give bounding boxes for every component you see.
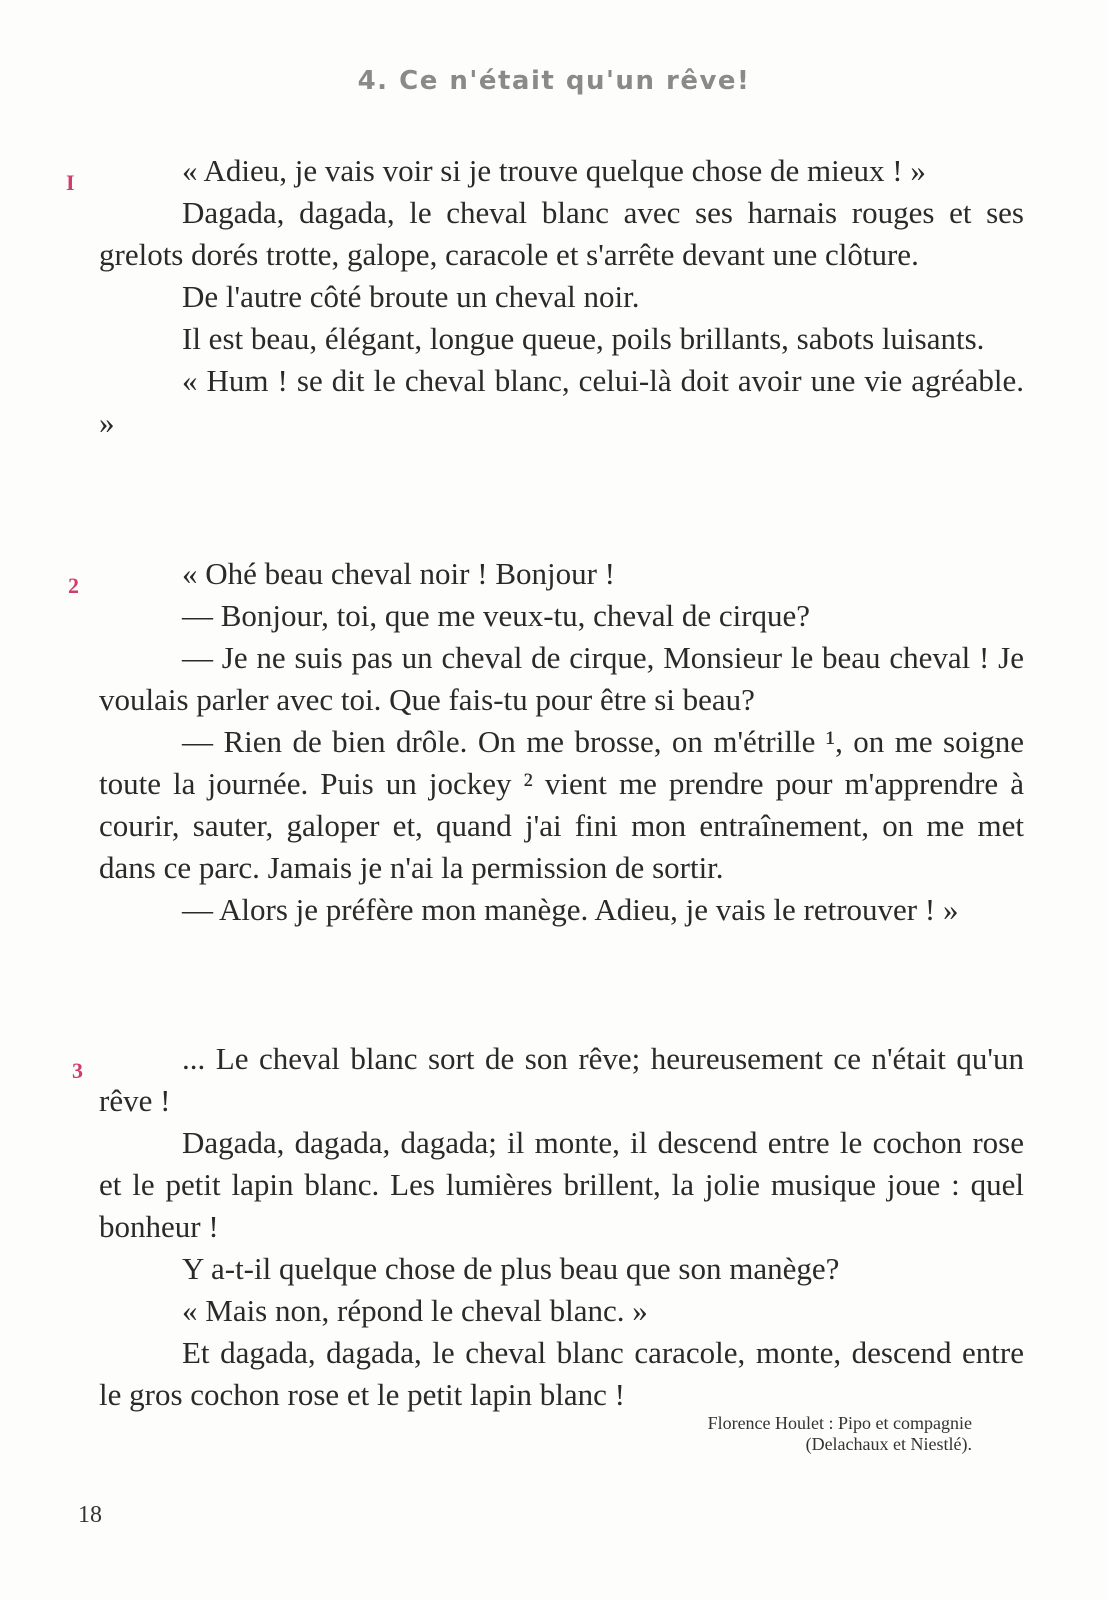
section-3-text [99, 1038, 1024, 1416]
paragraph: « Ohé beau cheval noir ! Bonjour ! [182, 556, 616, 591]
paragraph: — Rien de bien drôle. On me brosse, on m'étrille ¹, on me soigne toute la journée. Puis un jockey ² vient me prendre pour m'apprendre à courir, sauter, galoper et, quand j'ai fini mon entraînement, on me met dans ce parc. Jamais je n'ai la permission de sortir. [99, 724, 1024, 885]
paragraph: « Hum ! se dit le cheval blanc, celui-là doit avoir une vie agréable. » [99, 363, 1024, 440]
paragraph: Il est beau, élégant, longue queue, poils brillants, sabots luisants. [182, 321, 985, 356]
section-1-text [99, 150, 1024, 444]
paragraph: ... Le cheval blanc sort de son rêve; heureusement ce n'était qu'un rêve ! [99, 1041, 1024, 1118]
source-credit [708, 1413, 972, 1455]
paragraph: — Alors je préfère mon manège. Adieu, je vais le retrouver ! » [182, 892, 959, 927]
page-title: 4. Ce n'était qu'un rêve! [357, 66, 751, 96]
section-2-text [99, 553, 1024, 931]
paragraph: « Adieu, je vais voir si je trouve quelque chose de mieux ! » [182, 153, 926, 188]
paragraph: De l'autre côté broute un cheval noir. [182, 279, 640, 314]
paragraph: « Mais non, répond le cheval blanc. » [182, 1293, 648, 1328]
section-number: 2 [68, 573, 79, 598]
credit-line: (Delachaux et Niestlé). [805, 1434, 972, 1454]
page-number: 18 [78, 1502, 102, 1528]
paragraph: Dagada, dagada, dagada; il monte, il descend entre le cochon rose et le petit lapin blanc. Les lumières brillent, la jolie musique joue : quel bonheur ! [99, 1125, 1024, 1244]
section-number: 3 [72, 1058, 83, 1083]
paragraph: — Bonjour, toi, que me veux-tu, cheval de cirque? [182, 598, 811, 633]
section-number: I [66, 170, 75, 195]
paragraph: — Je ne suis pas un cheval de cirque, Monsieur le beau cheval ! Je voulais parler avec toi. Que fais-tu pour être si beau? [99, 640, 1024, 717]
paragraph: Y a-t-il quelque chose de plus beau que son manège? [182, 1251, 840, 1286]
credit-line: Florence Houlet : Pipo et compagnie [707, 1413, 972, 1433]
paragraph: Dagada, dagada, le cheval blanc avec ses harnais rouges et ses grelots dorés trotte, galope, caracole et s'arrête devant une clôture. [99, 195, 1024, 272]
paragraph: Et dagada, dagada, le cheval blanc caracole, monte, descend entre le gros cochon rose et le petit lapin blanc ! [99, 1335, 1024, 1412]
